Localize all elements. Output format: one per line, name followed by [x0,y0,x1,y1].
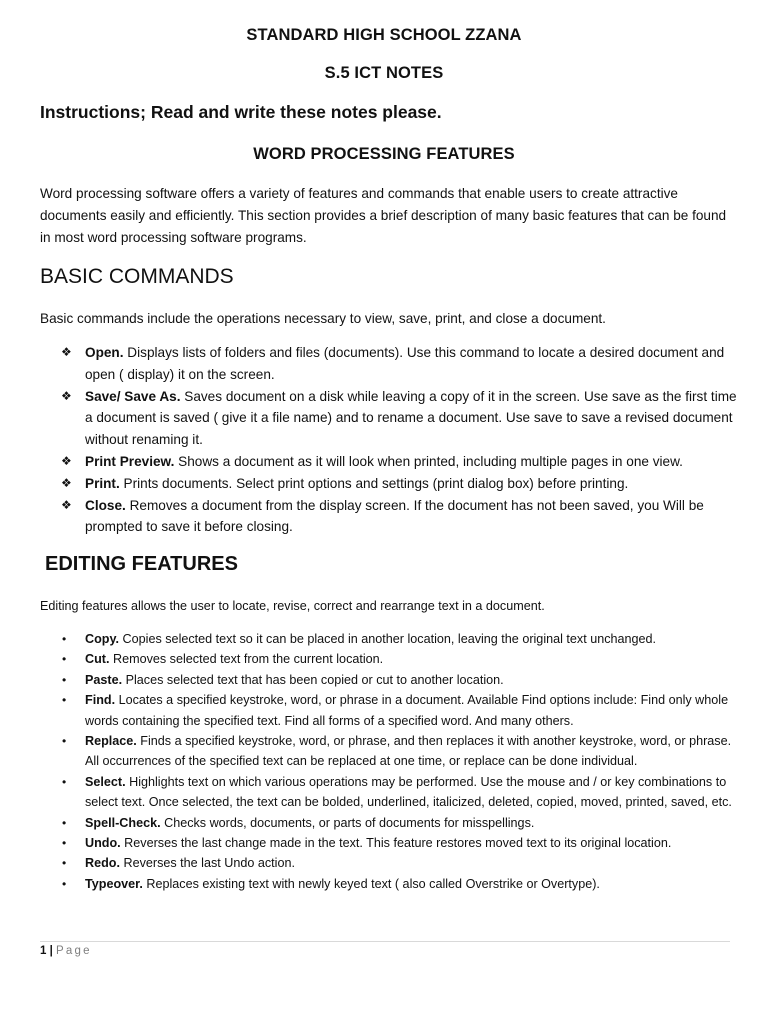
item-term: Undo. [85,836,121,851]
item-text: Displays lists of folders and files (documents). Use this command to locate a desired document and open ( display) it on the screen. [85,345,725,382]
item-term: Replace. [85,734,137,749]
instructions-line: Instructions; Read and write these notes please. [40,102,442,122]
editing-features-intro: Editing features allows the user to locate, revise, correct and rearrange text in a document. [40,599,545,613]
item-term: Select. [85,774,126,789]
list-item [40,772,740,813]
item-term: Paste. [85,672,123,687]
round-bullet-icon: • [62,815,67,830]
list-item [40,874,740,894]
round-bullet-icon: • [62,672,67,687]
item-term: Print. [85,475,120,491]
editing-features-list [40,629,740,894]
item-text: Prints documents. Select print options and settings (print dialog box) before printing. [119,475,629,491]
topic-title: WORD PROCESSING FEATURES [253,145,515,163]
round-bullet-icon: • [62,652,67,667]
page-footer [40,945,92,957]
list-item [40,690,740,731]
item-term: Print Preview. [85,453,175,469]
item-text: Shows a document as it will look when printed, including multiple pages in one view. [174,453,683,469]
list-item [40,342,740,386]
item-term: Save/ Save As. [85,388,181,404]
list-item [40,451,740,473]
item-term: Open. [85,345,124,360]
item-text: Places selected text that has been copied or cut to another location. [122,672,504,687]
basic-commands-list [40,342,740,538]
item-text: Removes a document from the display screen. If the document has not been saved, you Will be prompted to save it before closing. [85,497,704,535]
round-bullet-icon: • [62,632,67,646]
list-item [40,649,740,669]
diamond-bullet-icon: ❖ [61,345,72,359]
item-text: Saves document on a disk while leaving a copy of it in the screen. Use save as the first time a document is saved ( give it a file name) and to rename a document. Use save to save a revised document without renaming it. [85,388,737,448]
item-text: Removes selected text from the current location. [109,652,384,667]
basic-commands-heading: BASIC COMMANDS [40,265,234,288]
list-item [40,853,740,873]
list-item [40,813,740,833]
list-item [40,629,740,649]
footer-separator: | [49,945,53,957]
school-title: STANDARD HIGH SCHOOL ZZANA [246,26,522,44]
round-bullet-icon: • [62,734,67,749]
list-item [40,473,740,495]
round-bullet-icon: • [62,836,67,851]
item-text: Copies selected text so it can be placed in another location, leaving the original text unchanged. [119,632,657,646]
diamond-bullet-icon: ❖ [61,497,72,512]
page-label: Page [56,945,92,957]
item-term: Cut. [85,652,110,667]
item-text: Reverses the last Undo action. [119,856,295,871]
basic-commands-intro: Basic commands include the operations necessary to view, save, print, and close a document. [40,311,606,326]
editing-features-heading: EDITING FEATURES [45,553,238,575]
item-text: Replaces existing text with newly keyed text ( also called Overstrike or Overtype). [142,876,600,891]
list-item [40,833,740,853]
intro-paragraph: Word processing software offers a variety of features and commands that enable users to create attractive documents easily and efficiently. This section provides a brief description of many basic features that can be found in most word processing software programs. [40,186,727,245]
diamond-bullet-icon: ❖ [61,388,72,403]
diamond-bullet-icon: ❖ [61,453,72,468]
list-item [40,495,740,539]
item-text: Finds a specified keystroke, word, or phrase, and then replaces it with another keystroke, word, or phrase. All occurrences of the specified text can be replaced at one time, or replace can be done individual. [85,734,732,769]
round-bullet-icon: • [62,693,67,708]
item-term: Redo. [85,856,120,871]
item-term: Spell-Check. [85,815,161,830]
item-text: Locates a specified keystroke, word, or phrase in a document. Available Find options include: Find only whole words containing the specified text. Find all forms of a specified word. And many others. [85,693,729,728]
item-text: Checks words, documents, or parts of documents for misspellings. [160,815,535,830]
footer-divider [40,941,730,942]
item-text: Highlights text on which various operations may be performed. Use the mouse and / or key combinations to select text. Once selected, the text can be bolded, underlined, italicized, deleted, copied, moved, printed, saved, etc. [85,774,732,810]
item-term: Copy. [85,632,120,646]
list-item [40,670,740,690]
list-item [40,386,740,451]
diamond-bullet-icon: ❖ [61,475,72,490]
item-term: Typeover. [85,876,143,891]
subject-title: S.5 ICT NOTES [324,64,444,82]
item-term: Find. [85,693,116,708]
round-bullet-icon: • [62,876,67,891]
round-bullet-icon: • [62,774,67,789]
page-number: 1 [40,945,47,957]
round-bullet-icon: • [62,856,67,871]
list-item [40,731,740,772]
item-text: Reverses the last change made in the text. This feature restores moved text to its original location. [120,836,672,851]
item-term: Close. [85,497,126,513]
